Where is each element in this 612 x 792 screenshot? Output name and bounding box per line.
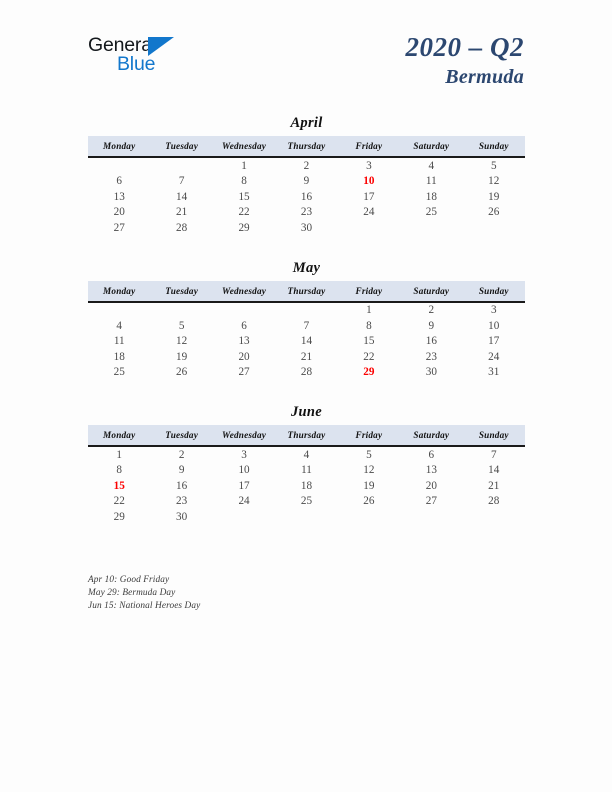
holiday-legend-item: May 29: Bermuda Day bbox=[88, 588, 176, 599]
months-container bbox=[88, 113, 525, 547]
day-cell-empty bbox=[338, 220, 400, 236]
day-cell[interactable]: 25 bbox=[425, 206, 437, 219]
day-cell[interactable]: 24 bbox=[238, 495, 250, 508]
day-cell[interactable]: 1 bbox=[116, 448, 122, 461]
day-cell-empty bbox=[463, 220, 525, 236]
day-cell[interactable]: 13 bbox=[238, 335, 250, 348]
day-cell[interactable]: 9 bbox=[428, 319, 435, 332]
day-cell[interactable]: 1 bbox=[366, 304, 372, 317]
week-row bbox=[88, 220, 525, 236]
day-cell[interactable]: 7 bbox=[178, 175, 185, 188]
general-blue-logo bbox=[88, 34, 198, 78]
day-cell[interactable]: 12 bbox=[363, 464, 375, 477]
day-cell-empty bbox=[463, 509, 525, 525]
day-cell[interactable]: 2 bbox=[178, 448, 185, 461]
day-cell[interactable]: 17 bbox=[488, 335, 500, 348]
weekday-header-wednesday: Wednesday bbox=[213, 136, 275, 157]
day-cell-empty bbox=[400, 220, 462, 236]
day-cell[interactable]: 7 bbox=[303, 319, 310, 332]
month-block-may bbox=[88, 258, 525, 381]
day-cell[interactable]: 24 bbox=[363, 206, 375, 219]
day-cell-empty bbox=[400, 509, 462, 525]
week-row bbox=[88, 174, 525, 190]
day-cell-holiday[interactable]: 10 bbox=[363, 175, 375, 188]
holiday-legend bbox=[88, 574, 388, 614]
day-cell[interactable]: 4 bbox=[116, 319, 122, 332]
day-cell[interactable]: 21 bbox=[176, 206, 188, 219]
day-cell[interactable]: 5 bbox=[178, 319, 185, 332]
day-cell[interactable]: 16 bbox=[300, 190, 313, 203]
weekday-header-sunday: Sunday bbox=[463, 425, 525, 446]
title-block bbox=[406, 32, 525, 89]
day-cell[interactable]: 5 bbox=[490, 159, 497, 172]
day-cell[interactable]: 30 bbox=[176, 510, 188, 523]
day-cell[interactable]: 6 bbox=[241, 319, 247, 332]
month-title: April bbox=[290, 115, 323, 131]
weekday-header-wednesday: Wednesday bbox=[213, 425, 275, 446]
day-cell[interactable]: 7 bbox=[490, 448, 497, 461]
holiday-legend-item: Apr 10: Good Friday bbox=[88, 575, 170, 585]
day-cell[interactable]: 16 bbox=[425, 335, 437, 348]
day-cell[interactable]: 14 bbox=[176, 190, 188, 203]
day-cell-empty bbox=[275, 509, 337, 525]
day-cell[interactable]: 10 bbox=[488, 319, 500, 332]
weekday-header-tuesday: Tuesday bbox=[150, 425, 212, 446]
weekday-header-monday: Monday bbox=[88, 281, 150, 302]
week-row bbox=[88, 365, 525, 381]
weekday-header-thursday: Thursday bbox=[275, 136, 337, 157]
weekday-header-row bbox=[88, 425, 525, 446]
day-cell[interactable]: 9 bbox=[178, 464, 185, 477]
day-cell[interactable]: 17 bbox=[363, 190, 375, 203]
day-cell[interactable]: 12 bbox=[488, 175, 500, 188]
weekday-header-monday: Monday bbox=[88, 136, 150, 157]
day-cell[interactable]: 11 bbox=[113, 335, 125, 348]
day-cell[interactable]: 22 bbox=[113, 495, 125, 508]
day-cell[interactable]: 30 bbox=[300, 221, 313, 234]
weekday-header-saturday: Saturday bbox=[400, 281, 462, 302]
weekday-header-tuesday: Tuesday bbox=[150, 136, 212, 157]
logo-text-general: General bbox=[88, 34, 156, 56]
day-cell[interactable]: 2 bbox=[303, 159, 310, 172]
day-cell[interactable]: 20 bbox=[425, 479, 437, 492]
day-cell[interactable]: 18 bbox=[300, 479, 313, 492]
weekday-header-friday: Friday bbox=[338, 136, 400, 157]
month-title: May bbox=[292, 259, 321, 276]
day-cell[interactable]: 11 bbox=[425, 175, 437, 188]
page-subtitle-country: Bermuda bbox=[445, 66, 524, 88]
day-cell[interactable]: 10 bbox=[238, 464, 250, 477]
day-cell[interactable]: 17 bbox=[238, 479, 250, 492]
day-cell[interactable]: 11 bbox=[301, 464, 312, 477]
weekday-header-saturday: Saturday bbox=[400, 425, 462, 446]
week-row bbox=[88, 157, 525, 174]
day-cell[interactable]: 27 bbox=[238, 366, 250, 379]
day-cell[interactable]: 18 bbox=[425, 190, 437, 203]
page-header bbox=[0, 0, 612, 100]
day-cell[interactable]: 27 bbox=[113, 221, 125, 234]
weekday-header-saturday: Saturday bbox=[400, 136, 462, 157]
day-cell-empty bbox=[88, 157, 150, 174]
day-cell[interactable]: 8 bbox=[241, 175, 247, 188]
month-block-april bbox=[88, 113, 525, 236]
day-cell[interactable]: 6 bbox=[116, 175, 122, 188]
weekday-header-row bbox=[88, 281, 525, 302]
day-cell[interactable]: 23 bbox=[300, 206, 313, 219]
calendar-table bbox=[88, 425, 525, 525]
weekday-header-wednesday: Wednesday bbox=[213, 281, 275, 302]
month-title: June bbox=[290, 404, 322, 420]
day-cell[interactable]: 2 bbox=[428, 304, 435, 317]
day-cell[interactable]: 22 bbox=[363, 350, 375, 363]
day-cell[interactable]: 21 bbox=[300, 350, 313, 363]
day-cell[interactable]: 26 bbox=[488, 206, 500, 219]
day-cell[interactable]: 15 bbox=[238, 190, 250, 203]
weekday-header-monday: Monday bbox=[88, 425, 150, 446]
page-title: 2020 – Q2 bbox=[405, 32, 524, 62]
day-cell[interactable]: 14 bbox=[300, 335, 313, 348]
day-cell[interactable]: 6 bbox=[428, 448, 435, 461]
day-cell[interactable]: 19 bbox=[363, 479, 375, 492]
day-cell[interactable]: 31 bbox=[488, 366, 500, 379]
week-row bbox=[88, 302, 525, 319]
day-cell-empty bbox=[338, 509, 400, 525]
weekday-header-friday: Friday bbox=[338, 425, 400, 446]
day-cell[interactable]: 18 bbox=[113, 350, 125, 363]
day-cell-empty bbox=[213, 509, 275, 525]
day-cell[interactable]: 19 bbox=[488, 190, 500, 203]
day-cell[interactable]: 15 bbox=[363, 335, 375, 348]
day-cell-empty bbox=[150, 302, 212, 319]
day-cell[interactable]: 13 bbox=[425, 464, 437, 477]
week-row bbox=[88, 318, 525, 334]
day-cell[interactable]: 3 bbox=[366, 159, 372, 172]
day-cell[interactable]: 19 bbox=[176, 350, 188, 363]
logo-text-blue: Blue bbox=[117, 53, 156, 75]
day-cell[interactable]: 16 bbox=[176, 479, 188, 492]
day-cell[interactable]: 30 bbox=[425, 366, 437, 379]
day-cell-holiday[interactable]: 29 bbox=[363, 366, 375, 379]
week-row bbox=[88, 494, 525, 510]
calendar-table bbox=[88, 136, 525, 236]
weekday-header-row bbox=[88, 136, 525, 157]
day-cell[interactable]: 23 bbox=[176, 495, 188, 508]
day-cell[interactable]: 22 bbox=[238, 206, 250, 219]
calendar-table bbox=[88, 281, 525, 381]
holiday-legend-item: Jun 15: National Heroes Day bbox=[88, 601, 201, 612]
day-cell[interactable]: 26 bbox=[176, 366, 188, 379]
day-cell[interactable]: 26 bbox=[363, 495, 375, 508]
day-cell[interactable]: 5 bbox=[366, 448, 372, 461]
day-cell[interactable]: 8 bbox=[116, 464, 122, 477]
weekday-header-friday: Friday bbox=[338, 281, 400, 302]
day-cell[interactable]: 13 bbox=[113, 190, 125, 203]
day-cell[interactable]: 1 bbox=[241, 159, 247, 172]
week-row bbox=[88, 509, 525, 525]
day-cell[interactable]: 4 bbox=[303, 448, 310, 461]
day-cell[interactable]: 23 bbox=[425, 350, 437, 363]
day-cell-holiday[interactable]: 15 bbox=[113, 479, 125, 492]
day-cell-empty bbox=[88, 302, 150, 319]
week-row bbox=[88, 205, 525, 221]
day-cell[interactable]: 25 bbox=[113, 366, 125, 379]
day-cell[interactable]: 29 bbox=[238, 221, 250, 234]
day-cell[interactable]: 12 bbox=[176, 335, 188, 348]
day-cell[interactable]: 28 bbox=[176, 221, 188, 234]
day-cell[interactable]: 4 bbox=[428, 159, 435, 172]
week-row bbox=[88, 478, 525, 494]
day-cell[interactable]: 9 bbox=[303, 175, 310, 188]
day-cell[interactable]: 3 bbox=[490, 304, 497, 317]
weekday-header-thursday: Thursday bbox=[275, 425, 337, 446]
day-cell-empty bbox=[275, 302, 337, 319]
day-cell[interactable]: 20 bbox=[238, 350, 250, 363]
day-cell[interactable]: 27 bbox=[425, 495, 437, 508]
day-cell[interactable]: 21 bbox=[488, 479, 500, 492]
week-row bbox=[88, 463, 525, 479]
day-cell[interactable]: 8 bbox=[366, 319, 372, 332]
month-block-june bbox=[88, 402, 525, 525]
weekday-header-thursday: Thursday bbox=[275, 281, 337, 302]
week-row bbox=[88, 446, 525, 463]
week-row bbox=[88, 189, 525, 205]
week-row bbox=[88, 349, 525, 365]
day-cell[interactable]: 28 bbox=[488, 495, 500, 508]
day-cell-empty bbox=[150, 157, 212, 174]
weekday-header-sunday: Sunday bbox=[463, 281, 525, 302]
day-cell[interactable]: 20 bbox=[113, 206, 125, 219]
weekday-header-tuesday: Tuesday bbox=[150, 281, 212, 302]
day-cell[interactable]: 14 bbox=[488, 464, 500, 477]
day-cell[interactable]: 28 bbox=[300, 366, 313, 379]
day-cell-empty bbox=[213, 302, 275, 319]
day-cell[interactable]: 29 bbox=[113, 510, 125, 523]
day-cell[interactable]: 24 bbox=[488, 350, 500, 363]
week-row bbox=[88, 334, 525, 350]
day-cell[interactable]: 25 bbox=[300, 495, 313, 508]
day-cell[interactable]: 3 bbox=[241, 448, 247, 461]
weekday-header-sunday: Sunday bbox=[463, 136, 525, 157]
